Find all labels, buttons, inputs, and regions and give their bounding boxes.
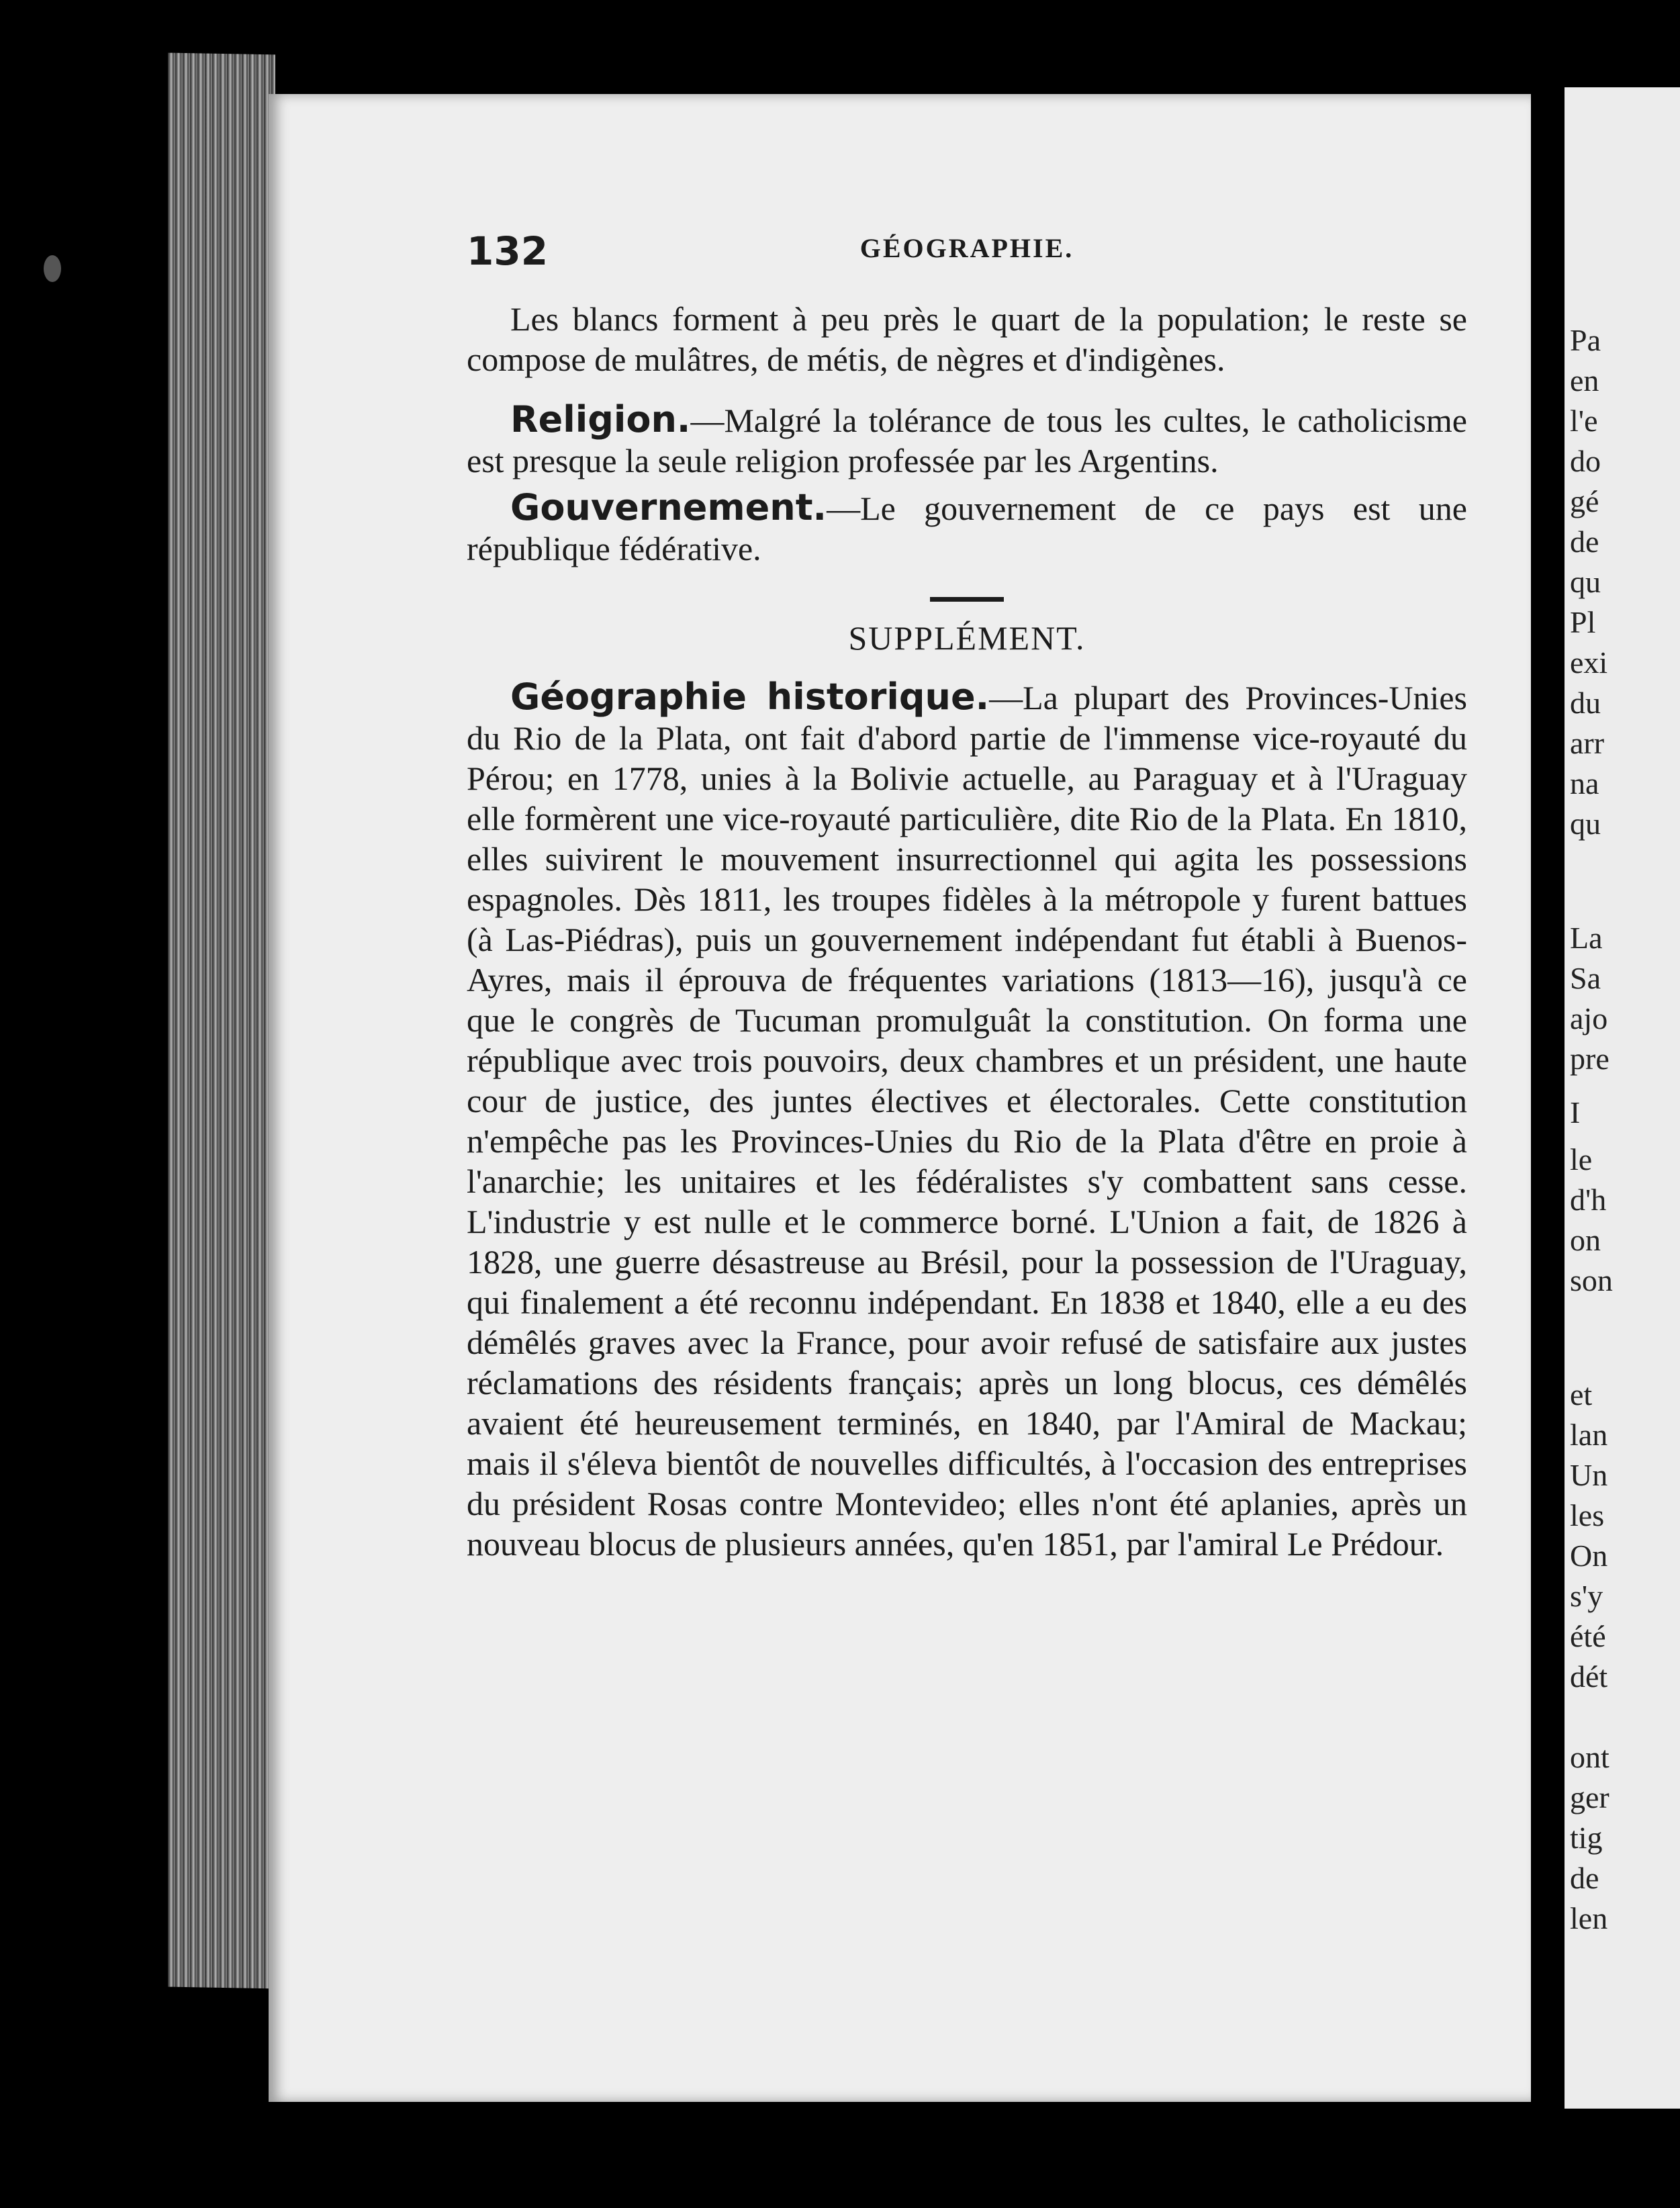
fragment: été bbox=[1570, 1619, 1606, 1653]
fragment: de bbox=[1570, 524, 1599, 559]
fragment: len bbox=[1570, 1901, 1608, 1935]
fragment: Pa bbox=[1570, 323, 1601, 357]
fragment: les bbox=[1570, 1498, 1605, 1532]
page-edges-stack bbox=[168, 53, 275, 1989]
fragment: tig bbox=[1570, 1821, 1603, 1855]
fragment: ger bbox=[1570, 1780, 1609, 1814]
fragment: son bbox=[1570, 1263, 1613, 1297]
fragment: lan bbox=[1570, 1418, 1608, 1452]
fragment: I bbox=[1570, 1095, 1581, 1130]
fragment: qu bbox=[1570, 807, 1601, 841]
fragment: Pl bbox=[1570, 605, 1596, 639]
fragment: le bbox=[1570, 1142, 1593, 1177]
supplement-title: SUPPLÉMENT. bbox=[848, 619, 1086, 657]
adjacent-page-fragment bbox=[1565, 87, 1680, 2109]
page-header bbox=[467, 215, 1467, 275]
gouvernement-text: —Le gouvernement de ce pays est une république fédérative. bbox=[467, 490, 1467, 567]
religion-text: —Malgré la tolérance de tous les cultes, le catholicisme est presque la seule religion professée par les Argentins. bbox=[467, 402, 1467, 479]
fragment: ajo bbox=[1570, 1001, 1608, 1036]
fragment: arr bbox=[1570, 726, 1605, 760]
page-body bbox=[467, 299, 1467, 1564]
fragment: dét bbox=[1570, 1659, 1608, 1694]
fragment: de bbox=[1570, 1861, 1599, 1895]
fragment: du bbox=[1570, 686, 1601, 720]
fragment: La bbox=[1570, 921, 1603, 955]
fragment: l'e bbox=[1570, 404, 1598, 438]
fragment: s'y bbox=[1570, 1579, 1603, 1613]
fragment: pre bbox=[1570, 1042, 1609, 1076]
religion-heading: Religion. bbox=[510, 398, 691, 441]
geographie-historique-text: —La plupart des Provinces-Unies du Rio de la Plata, ont fait d'abord partie de l'immense vice-royauté du Pérou; en 1778, unies à la Bolivie actuelle, au Paraguay et à l'Uraguay elle formèrent une vice-royauté particulière, dite Rio de la Plata. En 1810, elles suivirent le mouvement insurrectionnel qui agita les possessions espagnoles. Dès 1811, les troupes fidèles à la métropole y furent battues (à Las-Piédras), puis un gouvernement indépendant fut établi à Buenos-Ayres, mais il éprouva de fréquentes variations (1813—16), jusqu'à ce que le congrès de Tucuman promulguât la constitution. On forma une république avec trois pouvoirs, deux chambres et un président, une haute cour de justice, des juntes électives et électorales. Cette constitution n'empêche pas les Provinces-Unies du Rio de la Plata d'être en proie à l'anarchie; les unitaires et les fédéralistes s'y combattent sans cesse. L'industrie y est nulle et le commerce borné. L'Union a fait, de 1826 à 1828, une guerre désastreuse au Brésil, pour la possession de l'Uraguay, qui finalement a été reconnu indépendant. En 1838 et 1840, elle a eu des démêlés graves avec la France, pour avoir refusé de satisfaire aux justes réclamations des résidents français; après un long blocus, ces démêlés avaient été heureusement terminés, en 1840, par l'Amiral de Mackau; mais il s'éleva bientôt de nouvelles difficultés, à l'occasion des entreprises du président Rosas contre Montevideo; elles n'ont été aplanies, après un nouveau blocus de plusieurs années, qu'en 1851, par l'amiral Le Prédour. bbox=[467, 679, 1467, 1563]
fragment: Sa bbox=[1570, 961, 1601, 995]
geographie-historique-paragraph bbox=[467, 677, 1467, 1564]
section-rule bbox=[930, 597, 1004, 602]
gouvernement-heading: Gouvernement. bbox=[510, 486, 827, 528]
fragment: na bbox=[1570, 766, 1599, 800]
fragment: Un bbox=[1570, 1458, 1608, 1492]
fragment: gé bbox=[1570, 484, 1599, 518]
fragment: qu bbox=[1570, 565, 1601, 599]
fragment: On bbox=[1570, 1538, 1608, 1573]
running-head: GÉOGRAPHIE. bbox=[859, 233, 1074, 263]
fragment: d'h bbox=[1570, 1183, 1607, 1217]
geographie-historique-heading: Géographie historique. bbox=[510, 676, 990, 718]
fragment: do bbox=[1570, 444, 1601, 478]
religion-paragraph bbox=[467, 400, 1467, 481]
fragment: exi bbox=[1570, 645, 1608, 680]
scan-speck bbox=[44, 255, 61, 282]
fragment: on bbox=[1570, 1223, 1601, 1257]
fragment: ont bbox=[1570, 1740, 1609, 1774]
fragment: en bbox=[1570, 363, 1599, 398]
page-number: 132 bbox=[467, 228, 549, 274]
intro-paragraph: Les blancs forment à peu près le quart de la population; le reste se compose de mulâtres, de métis, de nègres et d'indigènes. bbox=[467, 300, 1467, 378]
gouvernement-paragraph bbox=[467, 488, 1467, 569]
fragment: et bbox=[1570, 1377, 1593, 1412]
